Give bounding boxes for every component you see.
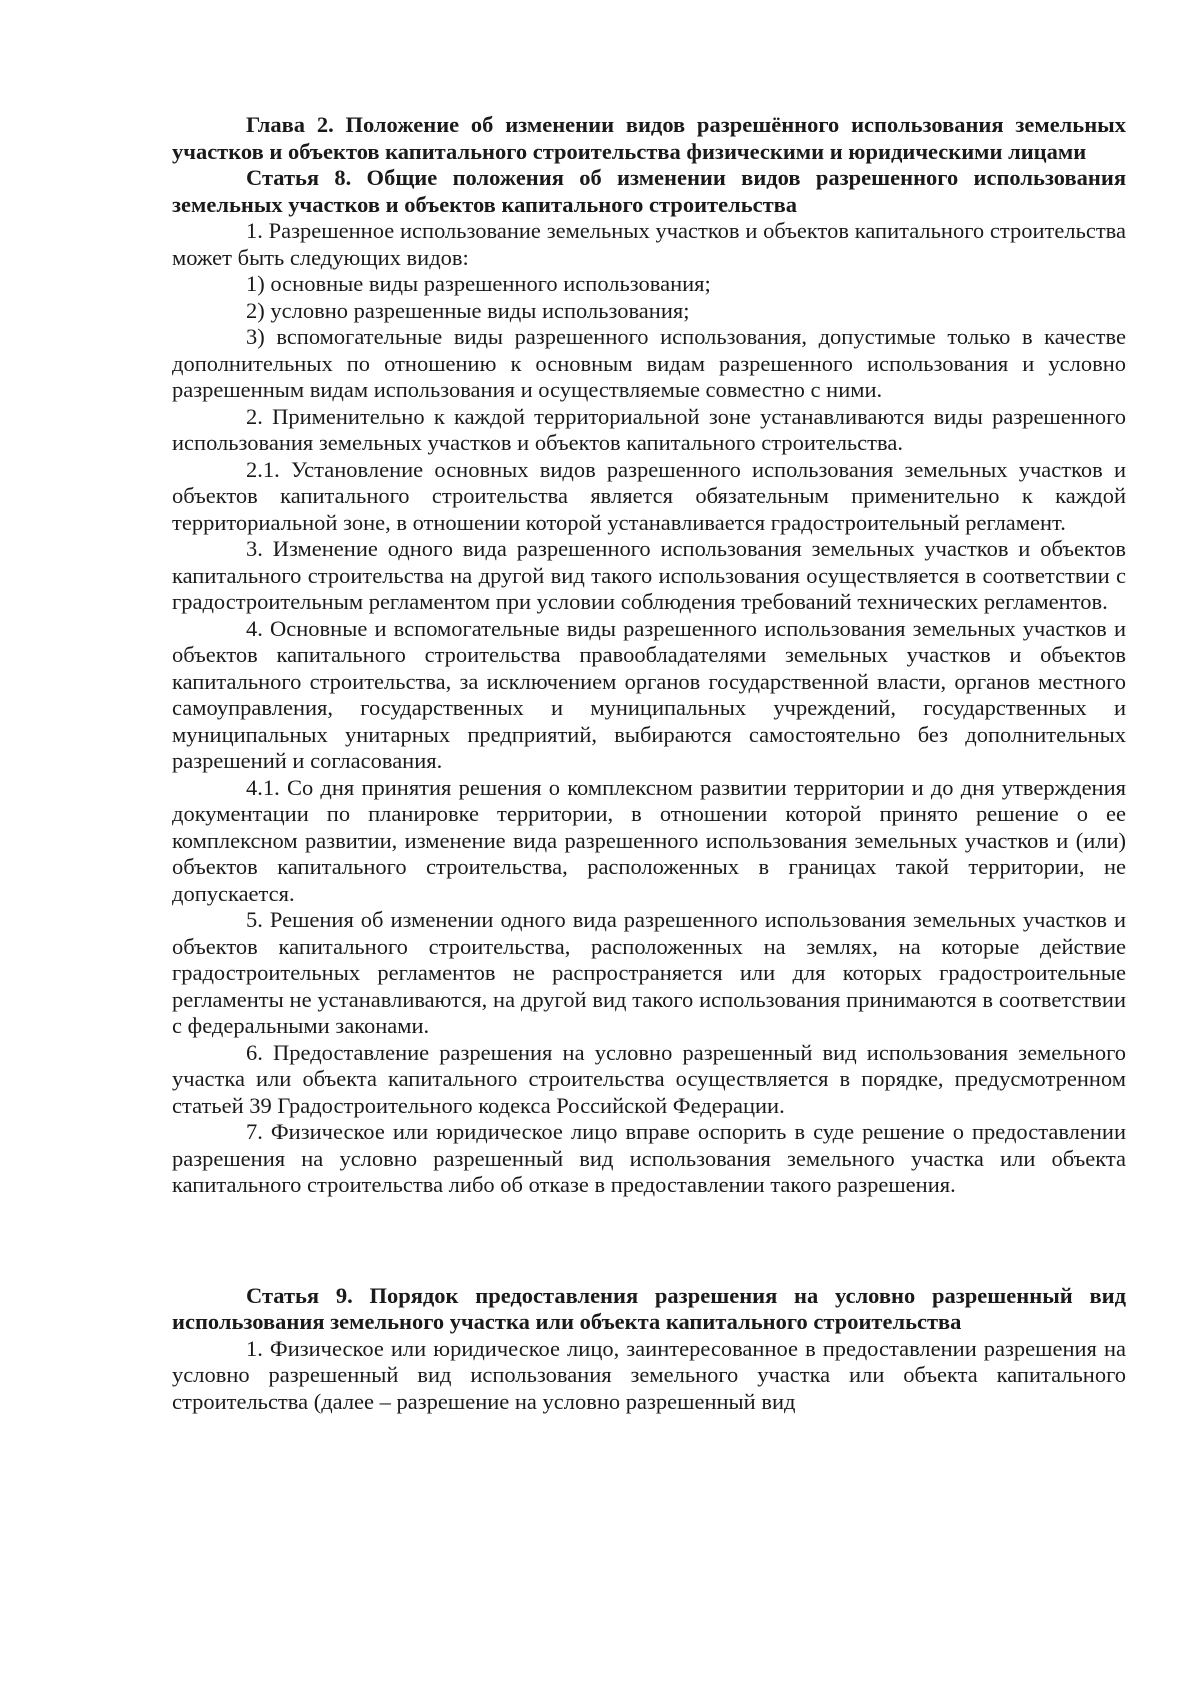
article-8-paragraph: 4. Основные и вспомогательные виды разрешенного использования земельных участков и объектов капитального строительства правообладателями земельных участков и объектов капитального строительства, за исключением органов государственной власти, органов местного самоуправления, государственных и муниципальных учреждений, государственных и муниципальных унитарных предприятий, выбираются самостоятельно без дополнительных разрешений и согласования. <box>172 615 1126 773</box>
article-8-paragraph: 2. Применительно к каждой территориальной зоне устанавливаются виды разрешенного использования земельных участков и объектов капитального строительства. <box>172 403 1126 455</box>
article-8-heading: Статья 8. Общие положения об изменении видов разрешенного использования земельных участков и объектов капитального строительства <box>172 165 1126 217</box>
article-8-paragraph: 3. Изменение одного вида разрешенного использования земельных участков и объектов капитального строительства на другой вид такого использования осуществляется в соответствии с градостроительным регламентом при условии соблюдения требований технических регламентов. <box>172 536 1126 614</box>
article-9-heading: Статья 9. Порядок предоставления разрешения на условно разрешенный вид использования земельного участка или объекта капитального строительства <box>172 1282 1126 1334</box>
article-8-paragraph: 7. Физическое или юридическое лицо вправе оспорить в суде решение о предоставлении разрешения на условно разрешенный вид использования земельного участка или объекта капитального строительства либо об отказе в предоставлении такого разрешения. <box>172 1119 1126 1197</box>
article-8-paragraph: 2) условно разрешенные виды использования; <box>246 297 690 323</box>
article-8-paragraph: 1) основные виды разрешенного использования; <box>246 271 711 296</box>
article-8-paragraph: 4.1. Со дня принятия решения о комплексном развитии территории и до дня утверждения документации по планировке территории, в отношении которой принято решение о ее комплексном развитии, изменение вида разрешенного использования земельных участков и (или) объектов капитального строительства, расположенных в границах такой территории, не допускается. <box>172 774 1126 906</box>
article-8-paragraph: 3) вспомогательные виды разрешенного использования, допустимые только в качестве дополнительных по отношению к основным видам разрешенного использования и условно разрешенным видам использования и осуществляемые совместно с ними. <box>172 324 1126 402</box>
chapter-heading: Глава 2. Положение об изменении видов разрешённого использования земельных участков и объектов капитального строительства физическими и юридическими лицами <box>172 112 1126 164</box>
article-8-paragraph: 2.1. Установление основных видов разрешенного использования земельных участков и объектов капитального строительства является обязательным применительно к каждой территориальной зоне, в отношении которой устанавливается градостроительный регламент. <box>172 456 1126 535</box>
article-8-paragraph: 6. Предоставление разрешения на условно разрешенный вид использования земельного участка или объекта капитального строительства осуществляется в порядке, предусмотренном статьей 39 Градостроительного кодекса Российской Федерации. <box>172 1039 1126 1118</box>
article-8-paragraph: 5. Решения об изменении одного вида разрешенного использования земельных участков и объектов капитального строительства, расположенных на землях, на которые действие градостроительных регламентов не распространяется или для которых градостроительные регламенты не устанавливаются, на другой вид такого использования принимаются в соответствии с федеральными законами. <box>172 907 1126 1038</box>
document-page <box>172 112 1126 1415</box>
article-8-paragraph: 1. Разрешенное использование земельных участков и объектов капитального строительства может быть следующих видов: <box>172 218 1126 270</box>
article-9-paragraph: 1. Физическое или юридическое лицо, заинтересованное в предоставлении разрешения на условно разрешенный вид использования земельного участка или объекта капитального строительства (далее – разрешение на условно разрешенный вид <box>172 1335 1126 1414</box>
